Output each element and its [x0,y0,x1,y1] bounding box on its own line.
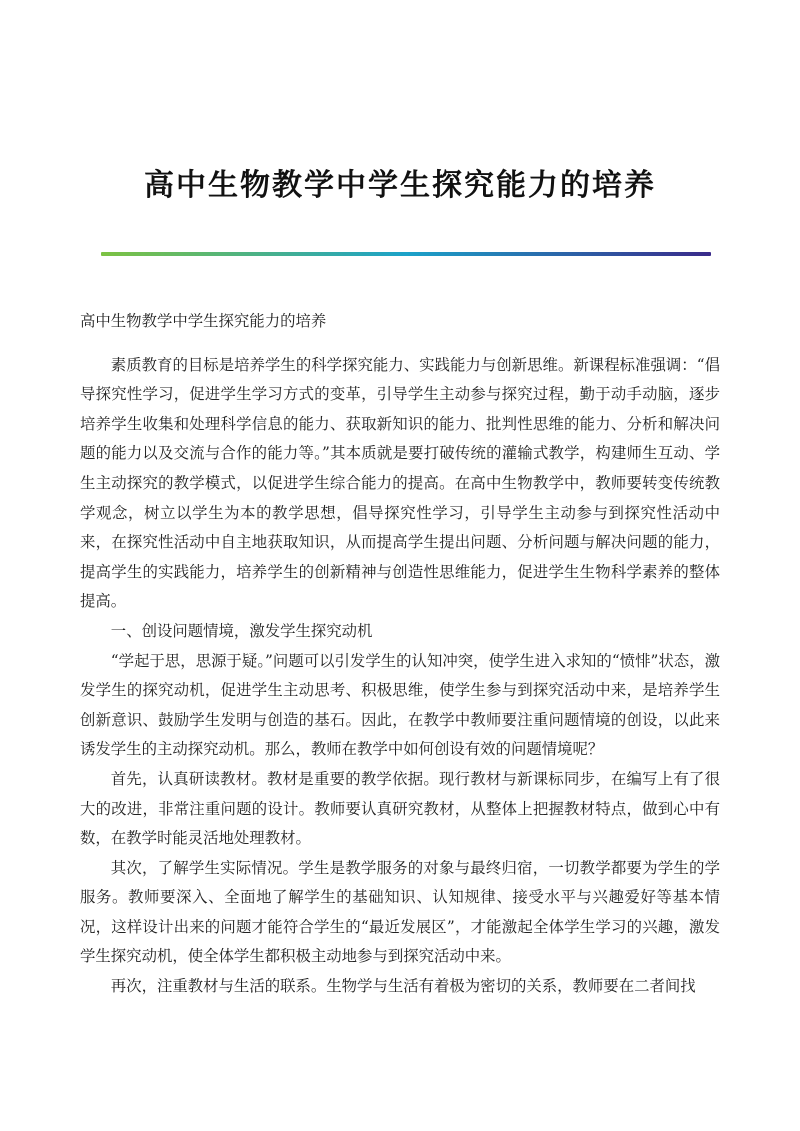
paragraph-first-study-textbook: 首先，认真研读教材。教材是重要的教学依据。现行教材与新课标同步，在编写上有了很大的改进，非常注重问题的设计。教师要认真研究教材，从整体上把握教材特点，做到心中有数，在教学时能灵活地处理教材。 [80,769,720,848]
section-heading-1: 一、创设问题情境，激发学生探究动机 [110,621,373,640]
title-gradient-divider [101,252,711,256]
paragraph-intro: 素质教育的目标是培养学生的科学探究能力、实践能力与创新思维。新课程标准强调：“倡导探究性学习，促进学生学习方式的变革，引导学生主动参与探究过程，勤于动手动脑，逐步培养学生收集和处理科学信息的能力、获取新知识的能力、批判性思维的能力、分析和解决问题的能力以及交流与合作的能力等。”其本质就是要打破传统的灌输式教学，构建师生互动、学生主动探究的教学模式，以促进学生综合能力的提高。在高中生物教学中，教师要转变传统教学观念，树立以学生为本的教学思想，倡导探究性学习，引导学生主动参与到探究性活动中来，在探究性活动中自主地获取知识，从而提高学生提出问题、分析问题与解决问题的能力，提高学生的实践能力，培养学生的创新精神与创造性思维能力，促进学生生物科学素养的整体提高。 [80,355,720,611]
paragraph-question-situation: “学起于思，思源于疑。”问题可以引发学生的认知冲突，使学生进入求知的“愤悱”状态，激发学生的探究动机，促进学生主动思考、积极思维，使学生参与到探究活动中来，是培养学生创新意识、鼓励学生发明与创造的基石。因此，在教学中教师要注重问题情境的创设，以此来诱发学生的主动探究动机。那么，教师在教学中如何创设有效的问题情境呢？ [80,651,720,759]
paragraph-third-life-connection: 再次，注重教材与生活的联系。生物学与生活有着极为密切的关系，教师要在二者间找 [110,977,696,996]
document-subtitle: 高中生物教学中学生探究能力的培养 [80,312,327,330]
document-body [80,307,720,1002]
document-title: 高中生物教学中学生探究能力的培养 [144,168,656,203]
paragraph-second-understand-students: 其次，了解学生实际情况。学生是教学服务的对象与最终归宿，一切教学都要为学生的学服务。教师要深入、全面地了解学生的基础知识、认知规律、接受水平与兴趣爱好等基本情况，这样设计出来的问题才能符合学生的“最近发展区”，才能激起全体学生学习的兴趣，激发学生探究动机，使全体学生都积极主动地参与到探究活动中来。 [80,858,720,966]
